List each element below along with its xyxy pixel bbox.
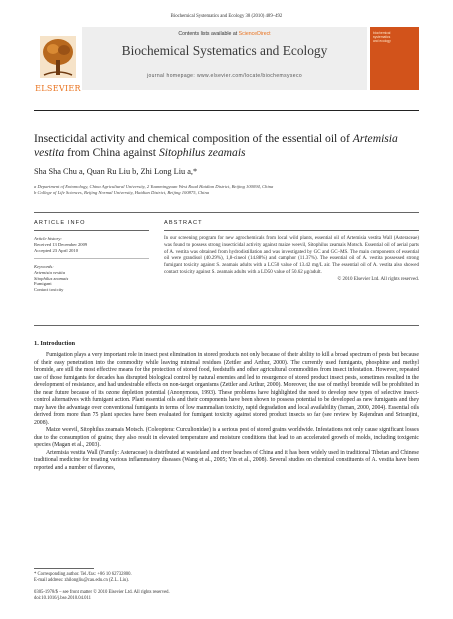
author-list: Sha Sha Chu a, Quan Ru Liu b, Zhi Long Liu a,* — [34, 167, 198, 176]
publication-meta — [34, 590, 419, 602]
abstract-copyright: © 2010 Elsevier Ltd. All rights reserved. — [337, 276, 419, 282]
article-info-heading: ARTICLE INFO — [34, 220, 86, 226]
sciencedirect-link[interactable]: ScienceDirect — [238, 31, 271, 37]
cover-text — [373, 31, 413, 43]
abstract-body — [164, 236, 419, 284]
title-part: from China against — [64, 146, 159, 159]
article-history — [34, 236, 139, 253]
cover-line: biochemical — [373, 31, 391, 35]
info-divider — [34, 230, 149, 231]
cover-line: and ecology — [373, 39, 391, 43]
cover-line: systematics — [373, 35, 391, 39]
issn-line: 0305-1978/$ – see front matter © 2010 Elsevier Ltd. All rights reserved. — [34, 590, 170, 595]
introduction-body — [34, 352, 419, 472]
journal-homepage-link[interactable]: journal homepage: www.elsevier.com/locate/biochemsyseco — [146, 73, 303, 79]
article-title — [34, 132, 419, 160]
doi-line[interactable]: doi:10.1016/j.bse.2010.04.011 — [34, 596, 91, 601]
affiliation-a: a Department of Entomology, China Agricultural University, 2 Yuanmingyuan West Road Haidian District, Beijing 100094, China — [34, 184, 274, 189]
email-note[interactable]: E-mail address: zhilongliu@cau.edu.cn (Z.L. Liu). — [34, 578, 130, 583]
keywords-label: Keywords: — [34, 264, 54, 269]
abstract-bottom-divider — [34, 325, 419, 326]
paragraph: Artemisia vestita Wall (Family: Asteraceae) is distributed at wasteland and river beaches of China and it has been widely used in traditional Tibetan and Chinese traditional medicine for treating various inflammatory diseases (Wang et al., 2005; Yin et al., 2008). Several studies on chemical constituents of A. vestita have been reported and a number of flavones, — [34, 449, 419, 471]
masthead-divider — [34, 110, 419, 111]
footnotes — [34, 572, 419, 584]
introduction-heading: 1. Introduction — [34, 340, 76, 347]
contents-available-line — [82, 31, 367, 37]
keyword: Contact toxicity — [34, 287, 64, 293]
accepted-date: Accepted 23 April 2010 — [34, 247, 79, 253]
elsevier-wordmark: ELSEVIER — [35, 84, 81, 93]
affiliation-divider — [34, 212, 419, 213]
elsevier-tree-logo — [34, 34, 82, 86]
history-label: Article history: — [34, 236, 62, 241]
affiliation-b: b College of Life Sciences, Beijing Normal University, Haidian District, Beijing 100875, China — [34, 190, 210, 195]
title-part: Insecticidal activity and chemical composition of the essential oil of — [34, 132, 353, 145]
journal-reference: Biochemical Systematics and Ecology 38 (2010) 489–492 — [170, 14, 283, 19]
contents-prefix: Contents lists available at — [178, 31, 239, 37]
journal-masthead — [34, 27, 419, 107]
keyword: Sitophilus zeamais — [34, 275, 69, 281]
keyword: Fumigant — [34, 281, 52, 287]
title-pest: Sitophilus zeamais — [158, 146, 246, 159]
abstract-divider — [164, 230, 419, 231]
paragraph: Maize weevil, Sitophilus zeamais Motsch. (Coleoptera: Curculionidae) is a serious pest of stored grains worldwide. Infestations not only cause significant losses due to the consumption of grains; they also result in elevated temperature and moisture conditions that lead to an accelerated growth of molds, including toxigenic species (Magan et al., 2003). — [34, 427, 419, 448]
history-divider — [34, 258, 149, 259]
footnote-divider — [34, 568, 94, 569]
abstract-heading: ABSTRACT — [164, 220, 203, 226]
journal-cover-thumbnail — [370, 27, 419, 90]
keywords-block — [34, 264, 139, 293]
abstract-text: In our screening program for new agrochemicals from local wild plants, essential oil of Artemisia vestita Wall (Asteraceae) was found to possess strong insecticidal activity against maize weevil, Sitophilus zeamais Motsch. Essential oil of aerial parts of A. vestita was obtained from hydrodistillation and was investigated by GC and GC–MS. The main components of essential oil were grandisol (40.29%), 1,8-cineol (14.88%) and camphor (11.37%). The essential oil of A. vestita possessed strong fumigant toxicity against S. zeamais adults with a LC50 value of 13.42 mg/L air. The essential oil of A. vestita also showed contact toxicity against S. zeamais adults with a LD50 value of 50.62 μg/adult. — [164, 236, 419, 275]
journal-title: Biochemical Systematics and Ecology — [121, 43, 328, 58]
keyword: Artemisia vestita — [34, 269, 66, 275]
title-species: Artemisia vestita — [34, 132, 398, 159]
paragraph: Fumigation plays a very important role in insect pest elimination in stored products not only because of their ability to kill a broad spectrum of pests but because of their easy penetration into the commodity while leaving minimal residues (Zettler and Arthur, 2000). The currently used fumigants, phosphine and methyl bromide, are still the most effective means for the protection of stored food, feedstuffs and other agricultural commodities from insect infestation. However, repeated use of those fumigants for decades has disrupted biological control by natural enemies and led to resurgence of stored product insect pests, sometimes resulted in the development of resistance, and had undesirable effects on non-target organisms (Zettler and Arthur, 2000). Moreover, the use of methyl bromide will be prohibited in the near future because of its ozone depletion potential (Anonymous, 1993). These problems have highlighted the need to develop new types of selective insect-control alternatives with fumigant action. Plant essential oils and their components have been shown to possess potential to be developed as new fumigants and they may have the advantage over conventional fumigants in terms of low mammalian toxicity, rapid degradation and local availability (Isman, 2000, 2004). Essential oils derived from more than 75 plant species have been evaluated for fumigant toxicity against stored product insects so far (see review by Rajendran and Sriranjini, 2008). — [34, 352, 419, 426]
corresponding-author-note: * Corresponding author. Tel./fax: +86 10 62732800. — [34, 572, 132, 577]
received-date: Received 13 December 2009 — [34, 241, 88, 247]
